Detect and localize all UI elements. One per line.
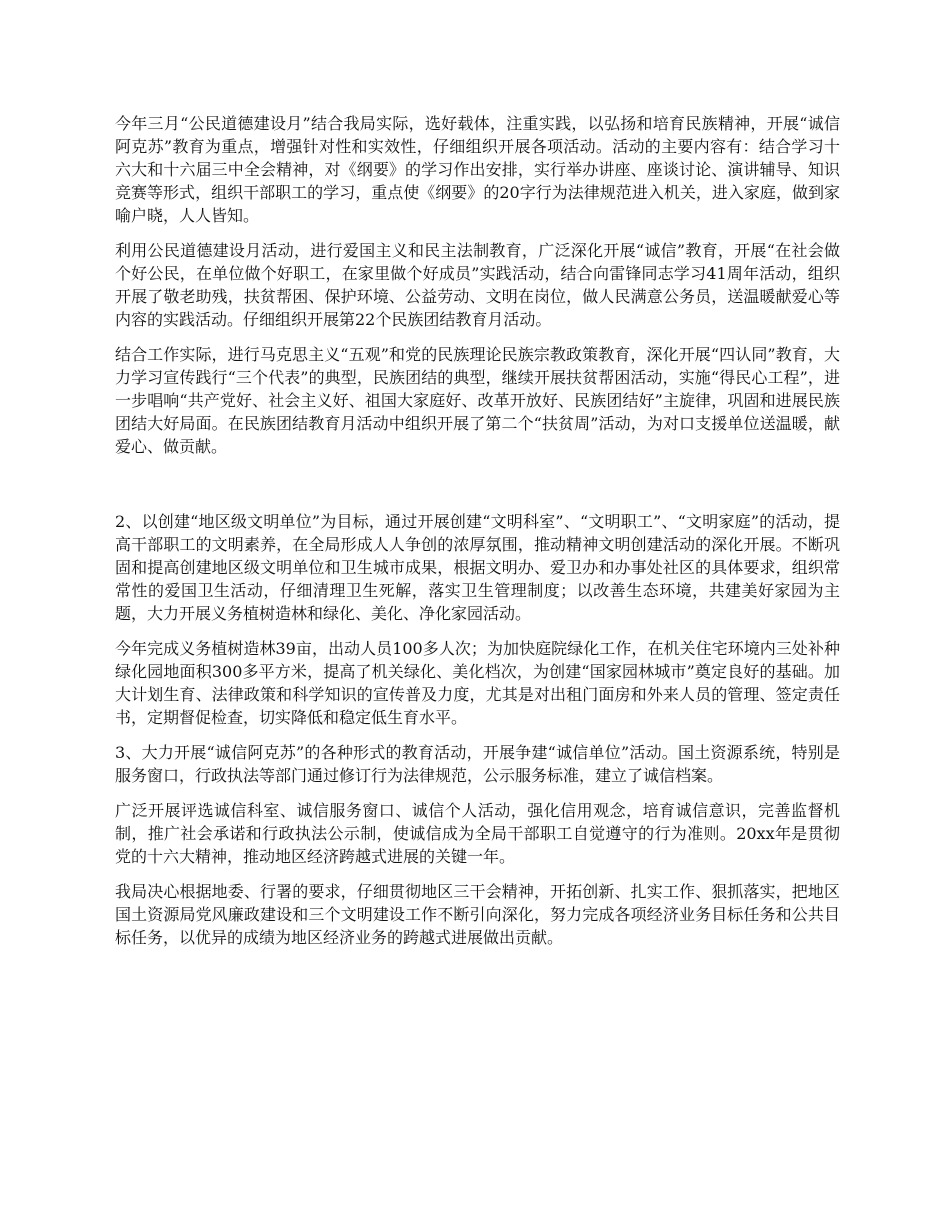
paragraph-1: 今年三月“公民道德建设月”结合我局实际，选好载体，注重实践，以弘扬和培育民族精神，开展“诚信阿克苏”教育为重点，增强针对性和实效性，仔细组织开展各项活动。活动的主要内容有：结合学习十六大和十六届三中全会精神，对《纲要》的学习作出安排，实行举办讲座、座谈讨论、演讲辅导、知识竞赛等形式，组织干部职工的学习，重点使《纲要》的20字行为法律规范进入机关，进入家庭，做到家喻户晓，人人皆知。: [115, 114, 840, 225]
paragraph-8: 我局决心根据地委、行署的要求，仔细贯彻地区三干会精神，开拓创新、扎实工作、狠抓落实，把地区国土资源局党风廉政建设和三个文明建设工作不断引向深化，努力完成各项经济业务目标任务和公共目标任务，以优异的成绩为地区经济业务的跨越式进展做出贡献。: [115, 882, 840, 947]
paragraph-2: 利用公民道德建设月活动，进行爱国主义和民主法制教育，广泛深化开展“诚信”教育，开展“在社会做个好公民，在单位做个好职工，在家里做个好成员”实践活动，结合向雷锋同志学习41周年活动，组织开展了敬老助残，扶贫帮困、保护环境、公益劳动、文明在岗位，做人民满意公务员，送温暖献爱心等内容的实践活动。仔细组织开展第22个民族团结教育月活动。: [115, 241, 840, 329]
paragraph-6: 3、大力开展“诚信阿克苏”的各种形式的教育活动，开展争建“诚信单位”活动。国土资源系统，特别是服务窗口，行政执法等部门通过修订行为法律规范，公示服务标准，建立了诚信档案。: [115, 743, 840, 785]
paragraph-4: 2、以创建“地区级文明单位”为目标，通过开展创建“文明科室”、“文明职工”、“文明家庭”的活动，提高干部职工的文明素养，在全局形成人人争创的浓厚氛围，推动精神文明创建活动的深化开展。不断巩固和提高创建地区级文明单位和卫生城市成果，根据文明办、爱卫办和办事处社区的具体要求，组织常常性的爱国卫生活动，仔细清理卫生死解，落实卫生管理制度；以改善生态环境，共建美好家园为主题，大力开展义务植树造林和绿化、美化、净化家园活动。: [115, 512, 840, 623]
paragraph-3: 结合工作实际，进行马克思主义“五观”和党的民族理论民族宗教政策教育，深化开展“四认同”教育，大力学习宣传践行“三个代表”的典型，民族团结的典型，继续开展扶贫帮困活动，实施“得民心工程”，进一步唱响“共产党好、社会主义好、祖国大家庭好、改革开放好、民族团结好”主旋律，巩固和进展民族团结大好局面。在民族团结教育月活动中组织开展了第二个“扶贫周”活动，为对口支援单位送温暖，献爱心、做贡献。: [115, 345, 840, 456]
paragraph-7: 广泛开展评选诚信科室、诚信服务窗口、诚信个人活动，强化信用观念，培育诚信意识，完善监督机制，推广社会承诺和行政执法公示制，使诚信成为全局干部职工自觉遵守的行为准则。20xx年是贯彻党的十六大精神，推动地区经济跨越式进展的关键一年。: [115, 801, 840, 866]
paragraph-5: 今年完成义务植树造林39亩，出动人员100多人次；为加快庭院绿化工作，在机关住宅环境内三处补种绿化园地面积300多平方米，提高了机关绿化、美化档次，为创建“国家园林城市”奠定良好的基础。加大计划生育、法律政策和科学知识的宣传普及力度，尤其是对出租门面房和外来人员的管理、签定责任书，定期督促检查，切实降低和稳定低生育水平。: [115, 639, 840, 727]
document-body: [115, 112, 840, 961]
